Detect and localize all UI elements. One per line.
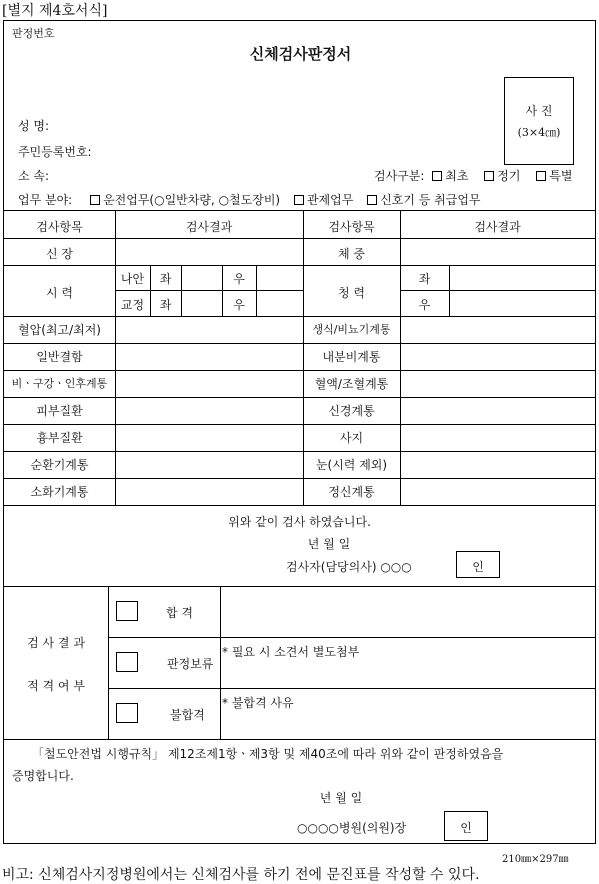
work-signal: 신호기 등 취급업무 xyxy=(380,193,481,207)
work-driving-checkbox[interactable] xyxy=(90,195,100,205)
exam-type-row xyxy=(374,167,572,184)
exam-type-regular: 정기 xyxy=(497,169,521,183)
col-item-right: 검사항목 xyxy=(328,220,375,234)
photo-label: 사 진 xyxy=(525,104,553,118)
exam-type-special-checkbox[interactable] xyxy=(536,171,546,181)
row-circulatory: 순환기계통 xyxy=(30,458,89,472)
vision-corrected-left: 좌 xyxy=(159,298,172,312)
certify-line-1: 「철도안전법 시행규칙」 제12조제1항ㆍ제3항 및 제40조에 따라 위와 같이 판정하였음을 xyxy=(32,747,504,761)
certify-date: 년 월 일 xyxy=(319,791,363,805)
form-frame xyxy=(3,20,596,844)
col-item-left: 검사항목 xyxy=(36,220,83,234)
result-label-1: 검 사 결 과 xyxy=(27,636,85,650)
hearing-right: 우 xyxy=(418,298,431,312)
row-skin: 피부질환 xyxy=(36,404,83,418)
col-result-right: 검사결과 xyxy=(474,220,521,234)
row-ent: 비ㆍ구강ㆍ인후계통 xyxy=(11,377,108,390)
row-general-defect: 일반결함 xyxy=(36,350,83,364)
exam-type-first-checkbox[interactable] xyxy=(432,171,442,181)
vision-corrected-right: 우 xyxy=(233,298,245,312)
row-digestive: 소화기계통 xyxy=(30,485,89,499)
footer-note: 비고: 신체검사지정병원에서는 신체검사를 하기 전에 문진표를 작성할 수 있다. xyxy=(2,867,480,883)
work-driving: 운전업무(○일반차량, ○철도장비) xyxy=(103,193,281,207)
form-header: [별지 제4호서식] xyxy=(2,3,108,19)
pending-note: * 필요 시 소견서 별도첨부 xyxy=(222,645,360,659)
pending-checkbox[interactable] xyxy=(116,652,138,672)
certify-line-2: 증명합니다. xyxy=(12,769,74,783)
row-height-label: 신 장 xyxy=(46,247,73,261)
work-field-label: 업무 분야: xyxy=(18,193,73,207)
vision-naked-right: 우 xyxy=(233,272,245,286)
form-title: 신체검사판정서 xyxy=(249,45,352,63)
photo-box xyxy=(504,77,574,165)
row-genitourinary: 생식/비뇨기계통 xyxy=(312,323,391,336)
affiliation-label: 소 속: xyxy=(18,169,50,183)
fail-label: 불합격 xyxy=(170,708,205,722)
pass-label: 합 격 xyxy=(166,606,193,620)
pass-checkbox[interactable] xyxy=(116,601,138,621)
hospital-seal-box xyxy=(444,811,488,841)
row-nervous: 신경계통 xyxy=(328,404,375,418)
fail-note: * 불합격 사유 xyxy=(222,696,294,710)
exam-type-regular-checkbox[interactable] xyxy=(484,171,494,181)
exam-type-first: 최초 xyxy=(445,169,469,183)
hospital-label: ○○○○병원(의원)장 xyxy=(297,821,407,835)
work-control-checkbox[interactable] xyxy=(294,195,304,205)
row-mental: 정신계통 xyxy=(328,485,375,499)
row-blood: 혈액/조혈계통 xyxy=(314,377,389,391)
rrn-label: 주민등록번호: xyxy=(18,145,92,159)
vision-corrected-label: 교정 xyxy=(120,298,145,312)
hearing-left: 좌 xyxy=(418,272,431,286)
exam-confirm-date: 년 월 일 xyxy=(307,537,351,551)
photo-size: (3×4㎝) xyxy=(517,126,561,139)
row-weight-label: 체 중 xyxy=(338,247,365,261)
work-control: 관제업무 xyxy=(306,193,354,207)
paper-size: 210㎜×297㎜ xyxy=(502,854,569,865)
row-blood-pressure: 혈압(최고/최저) xyxy=(18,323,101,337)
row-hearing-label: 청 력 xyxy=(338,286,365,300)
name-label: 성 명: xyxy=(18,119,50,133)
hospital-seal: 인 xyxy=(460,821,472,835)
pending-label: 판정보류 xyxy=(167,657,214,671)
exam-type-label: 검사구분: xyxy=(374,169,425,183)
examiner-seal-box xyxy=(456,551,500,578)
result-label-2: 적 격 여 부 xyxy=(27,679,85,693)
row-eyes: 눈(시력 제외) xyxy=(315,458,388,472)
row-limbs: 사지 xyxy=(339,431,364,445)
exam-type-special: 특별 xyxy=(549,169,573,183)
row-chest: 흉부질환 xyxy=(36,431,83,445)
work-field-row xyxy=(18,191,481,208)
examiner-label: 검사자(담당의사) ○○○ xyxy=(286,560,412,574)
fail-checkbox[interactable] xyxy=(116,703,138,723)
exam-confirm-text: 위와 같이 검사 하였습니다. xyxy=(228,515,371,529)
col-result-left: 검사결과 xyxy=(185,220,233,234)
row-endocrine: 내분비계통 xyxy=(322,350,381,364)
row-vision-label: 시 력 xyxy=(46,286,73,300)
form-number-label: 판정번호 xyxy=(12,27,55,40)
vision-naked-label: 나안 xyxy=(120,272,145,286)
examiner-seal: 인 xyxy=(472,560,484,574)
work-signal-checkbox[interactable] xyxy=(367,195,377,205)
vision-naked-left: 좌 xyxy=(159,272,172,286)
